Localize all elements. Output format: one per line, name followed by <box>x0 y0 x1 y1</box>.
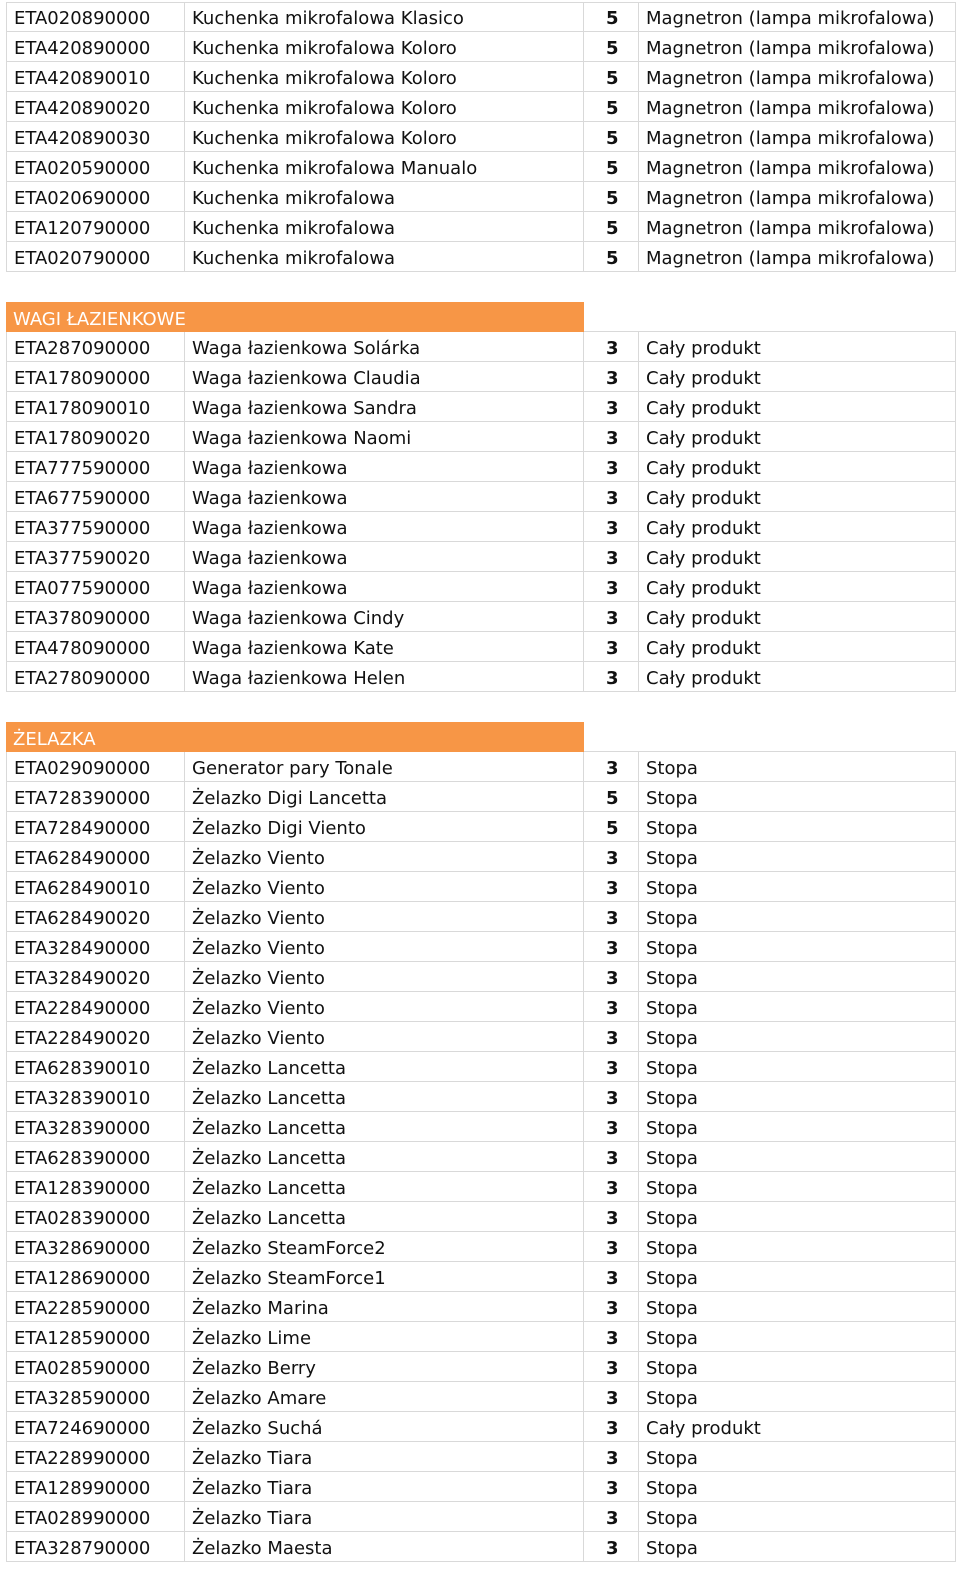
section-header-spacer <box>584 722 956 752</box>
table-row <box>6 662 956 692</box>
warranty-years-cell: 3 <box>584 902 639 931</box>
product-code-cell: ETA120790000 <box>6 212 185 241</box>
product-name-cell: Żelazko Tiara <box>185 1442 584 1471</box>
table-row <box>6 482 956 512</box>
product-code-cell: ETA028590000 <box>6 1352 185 1381</box>
table-row <box>6 812 956 842</box>
table-row <box>6 1172 956 1202</box>
table-row <box>6 1142 956 1172</box>
warranty-years-cell: 3 <box>584 332 639 361</box>
covered-part-cell: Stopa <box>639 902 956 931</box>
product-name-cell: Żelazko Lancetta <box>185 1112 584 1141</box>
covered-part-cell: Magnetron (lampa mikrofalowa) <box>639 3 956 31</box>
covered-part-cell: Magnetron (lampa mikrofalowa) <box>639 122 956 151</box>
warranty-years-cell: 5 <box>584 182 639 211</box>
table-row <box>6 1502 956 1532</box>
product-code-cell: ETA628490010 <box>6 872 185 901</box>
warranty-years-cell: 3 <box>584 992 639 1021</box>
product-name-cell: Żelazko Lancetta <box>185 1082 584 1111</box>
product-code-cell: ETA029090000 <box>6 752 185 781</box>
product-code-cell: ETA178090020 <box>6 422 185 451</box>
product-name-cell: Żelazko Berry <box>185 1352 584 1381</box>
warranty-years-cell: 5 <box>584 62 639 91</box>
covered-part-cell: Cały produkt <box>639 392 956 421</box>
table-row <box>6 1472 956 1502</box>
warranty-years-cell: 3 <box>584 962 639 991</box>
warranty-years-cell: 3 <box>584 752 639 781</box>
product-code-cell: ETA228990000 <box>6 1442 185 1471</box>
product-name-cell: Waga łazienkowa <box>185 512 584 541</box>
table-row <box>6 1232 956 1262</box>
product-code-cell: ETA777590000 <box>6 452 185 481</box>
product-name-cell: Waga łazienkowa Naomi <box>185 422 584 451</box>
warranty-years-cell: 3 <box>584 1382 639 1411</box>
product-code-cell: ETA228490000 <box>6 992 185 1021</box>
warranty-years-cell: 3 <box>584 1412 639 1441</box>
section-header <box>6 302 956 332</box>
product-code-cell: ETA028390000 <box>6 1202 185 1231</box>
warranty-years-cell: 5 <box>584 32 639 61</box>
product-code-cell: ETA328690000 <box>6 1232 185 1261</box>
product-name-cell: Żelazko Lancetta <box>185 1202 584 1231</box>
product-code-cell: ETA420890000 <box>6 32 185 61</box>
table-row <box>6 752 956 782</box>
section-header-spacer <box>584 302 956 332</box>
table-row <box>6 62 956 92</box>
covered-part-cell: Stopa <box>639 782 956 811</box>
table-row <box>6 1262 956 1292</box>
warranty-years-cell: 5 <box>584 122 639 151</box>
product-name-cell: Żelazko Viento <box>185 842 584 871</box>
product-name-cell: Waga łazienkowa Cindy <box>185 602 584 631</box>
table-row <box>6 602 956 632</box>
product-name-cell: Kuchenka mikrofalowa Koloro <box>185 92 584 121</box>
covered-part-cell: Cały produkt <box>639 602 956 631</box>
covered-part-cell: Cały produkt <box>639 362 956 391</box>
covered-part-cell: Magnetron (lampa mikrofalowa) <box>639 92 956 121</box>
product-code-cell: ETA178090000 <box>6 362 185 391</box>
table-row <box>6 1442 956 1472</box>
product-code-cell: ETA128690000 <box>6 1262 185 1291</box>
warranty-years-cell: 3 <box>584 1202 639 1231</box>
table-row <box>6 242 956 272</box>
covered-part-cell: Magnetron (lampa mikrofalowa) <box>639 32 956 61</box>
section-header <box>6 722 956 752</box>
product-name-cell: Kuchenka mikrofalowa <box>185 242 584 271</box>
product-code-cell: ETA128590000 <box>6 1322 185 1351</box>
product-code-cell: ETA628490000 <box>6 842 185 871</box>
product-name-cell: Żelazko SteamForce2 <box>185 1232 584 1261</box>
covered-part-cell: Stopa <box>639 1262 956 1291</box>
warranty-years-cell: 3 <box>584 1082 639 1111</box>
table-row <box>6 1082 956 1112</box>
product-name-cell: Generator pary Tonale <box>185 752 584 781</box>
table-row <box>6 1352 956 1382</box>
product-name-cell: Żelazko Lancetta <box>185 1052 584 1081</box>
warranty-years-cell: 3 <box>584 422 639 451</box>
warranty-table <box>6 2 956 1562</box>
covered-part-cell: Stopa <box>639 812 956 841</box>
warranty-years-cell: 5 <box>584 3 639 31</box>
product-name-cell: Żelazko Amare <box>185 1382 584 1411</box>
covered-part-cell: Cały produkt <box>639 512 956 541</box>
covered-part-cell: Cały produkt <box>639 542 956 571</box>
warranty-years-cell: 3 <box>584 1142 639 1171</box>
product-code-cell: ETA178090010 <box>6 392 185 421</box>
product-code-cell: ETA377590020 <box>6 542 185 571</box>
warranty-years-cell: 5 <box>584 152 639 181</box>
product-code-cell: ETA377590000 <box>6 512 185 541</box>
product-name-cell: Żelazko Viento <box>185 932 584 961</box>
section-spacer <box>6 692 956 722</box>
covered-part-cell: Cały produkt <box>639 662 956 691</box>
product-code-cell: ETA728490000 <box>6 812 185 841</box>
covered-part-cell: Magnetron (lampa mikrofalowa) <box>639 182 956 211</box>
product-code-cell: ETA724690000 <box>6 1412 185 1441</box>
product-name-cell: Żelazko Viento <box>185 962 584 991</box>
warranty-years-cell: 3 <box>584 1532 639 1561</box>
warranty-years-cell: 3 <box>584 662 639 691</box>
product-code-cell: ETA628390010 <box>6 1052 185 1081</box>
table-row <box>6 1202 956 1232</box>
product-code-cell: ETA328790000 <box>6 1532 185 1561</box>
covered-part-cell: Stopa <box>639 1052 956 1081</box>
table-row <box>6 332 956 362</box>
table-row <box>6 992 956 1022</box>
product-name-cell: Żelazko Viento <box>185 1022 584 1051</box>
section-title: WAGI ŁAZIENKOWE <box>6 302 584 332</box>
product-name-cell: Żelazko Lime <box>185 1322 584 1351</box>
product-code-cell: ETA020790000 <box>6 242 185 271</box>
covered-part-cell: Stopa <box>639 1322 956 1351</box>
product-code-cell: ETA228490020 <box>6 1022 185 1051</box>
product-name-cell: Waga łazienkowa Sandra <box>185 392 584 421</box>
covered-part-cell: Cały produkt <box>639 422 956 451</box>
product-name-cell: Żelazko Suchá <box>185 1412 584 1441</box>
warranty-years-cell: 3 <box>584 1262 639 1291</box>
table-row <box>6 1112 956 1142</box>
warranty-years-cell: 3 <box>584 1022 639 1051</box>
warranty-years-cell: 3 <box>584 932 639 961</box>
product-code-cell: ETA420890010 <box>6 62 185 91</box>
product-name-cell: Żelazko Maesta <box>185 1532 584 1561</box>
product-name-cell: Waga łazienkowa <box>185 542 584 571</box>
warranty-years-cell: 3 <box>584 512 639 541</box>
product-code-cell: ETA628490020 <box>6 902 185 931</box>
product-code-cell: ETA228590000 <box>6 1292 185 1321</box>
warranty-years-cell: 5 <box>584 212 639 241</box>
table-row <box>6 392 956 422</box>
table-row <box>6 212 956 242</box>
table-row <box>6 782 956 812</box>
table-row <box>6 872 956 902</box>
covered-part-cell: Stopa <box>639 932 956 961</box>
product-code-cell: ETA328490000 <box>6 932 185 961</box>
product-code-cell: ETA420890030 <box>6 122 185 151</box>
covered-part-cell: Cały produkt <box>639 1412 956 1441</box>
table-row <box>6 1292 956 1322</box>
product-code-cell: ETA328390000 <box>6 1112 185 1141</box>
table-row <box>6 932 956 962</box>
warranty-years-cell: 3 <box>584 632 639 661</box>
warranty-years-cell: 3 <box>584 1472 639 1501</box>
product-name-cell: Żelazko Tiara <box>185 1472 584 1501</box>
warranty-years-cell: 5 <box>584 812 639 841</box>
table-row <box>6 572 956 602</box>
product-code-cell: ETA328390010 <box>6 1082 185 1111</box>
covered-part-cell: Cały produkt <box>639 332 956 361</box>
warranty-years-cell: 5 <box>584 92 639 121</box>
warranty-years-cell: 3 <box>584 1232 639 1261</box>
covered-part-cell: Magnetron (lampa mikrofalowa) <box>639 212 956 241</box>
product-code-cell: ETA020890000 <box>6 3 185 31</box>
product-code-cell: ETA328490020 <box>6 962 185 991</box>
table-row <box>6 2 956 32</box>
table-row <box>6 182 956 212</box>
product-name-cell: Żelazko Digi Viento <box>185 812 584 841</box>
table-row <box>6 902 956 932</box>
product-code-cell: ETA677590000 <box>6 482 185 511</box>
product-name-cell: Waga łazienkowa Claudia <box>185 362 584 391</box>
covered-part-cell: Stopa <box>639 1472 956 1501</box>
warranty-years-cell: 3 <box>584 1052 639 1081</box>
covered-part-cell: Stopa <box>639 1172 956 1201</box>
warranty-years-cell: 3 <box>584 482 639 511</box>
product-name-cell: Żelazko Viento <box>185 872 584 901</box>
product-name-cell: Żelazko Lancetta <box>185 1142 584 1171</box>
table-row <box>6 1322 956 1352</box>
product-name-cell: Kuchenka mikrofalowa Koloro <box>185 62 584 91</box>
table-row <box>6 1382 956 1412</box>
table-row <box>6 512 956 542</box>
warranty-years-cell: 3 <box>584 1352 639 1381</box>
product-name-cell: Waga łazienkowa Solárka <box>185 332 584 361</box>
product-name-cell: Żelazko Viento <box>185 902 584 931</box>
warranty-years-cell: 3 <box>584 842 639 871</box>
covered-part-cell: Stopa <box>639 1232 956 1261</box>
covered-part-cell: Stopa <box>639 1382 956 1411</box>
covered-part-cell: Magnetron (lampa mikrofalowa) <box>639 152 956 181</box>
table-row <box>6 122 956 152</box>
warranty-years-cell: 3 <box>584 1442 639 1471</box>
warranty-years-cell: 3 <box>584 542 639 571</box>
product-name-cell: Kuchenka mikrofalowa Koloro <box>185 122 584 151</box>
covered-part-cell: Cały produkt <box>639 572 956 601</box>
product-name-cell: Waga łazienkowa <box>185 482 584 511</box>
product-code-cell: ETA328590000 <box>6 1382 185 1411</box>
covered-part-cell: Stopa <box>639 1292 956 1321</box>
product-name-cell: Kuchenka mikrofalowa Klasico <box>185 3 584 31</box>
warranty-years-cell: 5 <box>584 782 639 811</box>
product-code-cell: ETA028990000 <box>6 1502 185 1531</box>
product-name-cell: Waga łazienkowa <box>185 572 584 601</box>
covered-part-cell: Magnetron (lampa mikrofalowa) <box>639 242 956 271</box>
product-code-cell: ETA128390000 <box>6 1172 185 1201</box>
covered-part-cell: Stopa <box>639 872 956 901</box>
warranty-years-cell: 3 <box>584 572 639 601</box>
product-name-cell: Żelazko Digi Lancetta <box>185 782 584 811</box>
warranty-years-cell: 3 <box>584 452 639 481</box>
warranty-years-cell: 3 <box>584 1292 639 1321</box>
product-code-cell: ETA077590000 <box>6 572 185 601</box>
warranty-years-cell: 3 <box>584 1502 639 1531</box>
product-name-cell: Żelazko Viento <box>185 992 584 1021</box>
warranty-years-cell: 3 <box>584 392 639 421</box>
table-row <box>6 842 956 872</box>
covered-part-cell: Stopa <box>639 1112 956 1141</box>
covered-part-cell: Stopa <box>639 1532 956 1561</box>
covered-part-cell: Stopa <box>639 1202 956 1231</box>
table-row <box>6 632 956 662</box>
section-title: ŻELAZKA <box>6 722 584 752</box>
product-code-cell: ETA020690000 <box>6 182 185 211</box>
product-name-cell: Kuchenka mikrofalowa Manualo <box>185 152 584 181</box>
product-name-cell: Kuchenka mikrofalowa <box>185 182 584 211</box>
product-code-cell: ETA628390000 <box>6 1142 185 1171</box>
covered-part-cell: Stopa <box>639 842 956 871</box>
product-name-cell: Żelazko Marina <box>185 1292 584 1321</box>
product-code-cell: ETA478090000 <box>6 632 185 661</box>
product-code-cell: ETA728390000 <box>6 782 185 811</box>
product-name-cell: Kuchenka mikrofalowa Koloro <box>185 32 584 61</box>
table-row <box>6 1412 956 1442</box>
covered-part-cell: Stopa <box>639 1142 956 1171</box>
product-name-cell: Żelazko Tiara <box>185 1502 584 1531</box>
product-name-cell: Żelazko Lancetta <box>185 1172 584 1201</box>
table-row <box>6 362 956 392</box>
product-code-cell: ETA287090000 <box>6 332 185 361</box>
warranty-years-cell: 3 <box>584 602 639 631</box>
table-row <box>6 962 956 992</box>
product-name-cell: Żelazko SteamForce1 <box>185 1262 584 1291</box>
product-code-cell: ETA278090000 <box>6 662 185 691</box>
table-row <box>6 92 956 122</box>
covered-part-cell: Stopa <box>639 752 956 781</box>
covered-part-cell: Cały produkt <box>639 452 956 481</box>
table-row <box>6 422 956 452</box>
table-row <box>6 542 956 572</box>
warranty-years-cell: 3 <box>584 1322 639 1351</box>
table-row <box>6 1022 956 1052</box>
covered-part-cell: Stopa <box>639 992 956 1021</box>
section-spacer <box>6 272 956 302</box>
product-code-cell: ETA378090000 <box>6 602 185 631</box>
covered-part-cell: Stopa <box>639 1082 956 1111</box>
covered-part-cell: Stopa <box>639 1442 956 1471</box>
warranty-years-cell: 3 <box>584 872 639 901</box>
covered-part-cell: Stopa <box>639 1352 956 1381</box>
covered-part-cell: Cały produkt <box>639 482 956 511</box>
table-row <box>6 152 956 182</box>
product-name-cell: Waga łazienkowa <box>185 452 584 481</box>
product-name-cell: Waga łazienkowa Helen <box>185 662 584 691</box>
warranty-years-cell: 3 <box>584 1172 639 1201</box>
product-name-cell: Waga łazienkowa Kate <box>185 632 584 661</box>
table-row <box>6 1052 956 1082</box>
table-row <box>6 1532 956 1562</box>
product-code-cell: ETA420890020 <box>6 92 185 121</box>
table-row <box>6 452 956 482</box>
warranty-years-cell: 3 <box>584 362 639 391</box>
product-code-cell: ETA020590000 <box>6 152 185 181</box>
product-code-cell: ETA128990000 <box>6 1472 185 1501</box>
covered-part-cell: Magnetron (lampa mikrofalowa) <box>639 62 956 91</box>
covered-part-cell: Stopa <box>639 1022 956 1051</box>
table-row <box>6 32 956 62</box>
covered-part-cell: Cały produkt <box>639 632 956 661</box>
covered-part-cell: Stopa <box>639 1502 956 1531</box>
warranty-years-cell: 5 <box>584 242 639 271</box>
product-name-cell: Kuchenka mikrofalowa <box>185 212 584 241</box>
covered-part-cell: Stopa <box>639 962 956 991</box>
warranty-years-cell: 3 <box>584 1112 639 1141</box>
